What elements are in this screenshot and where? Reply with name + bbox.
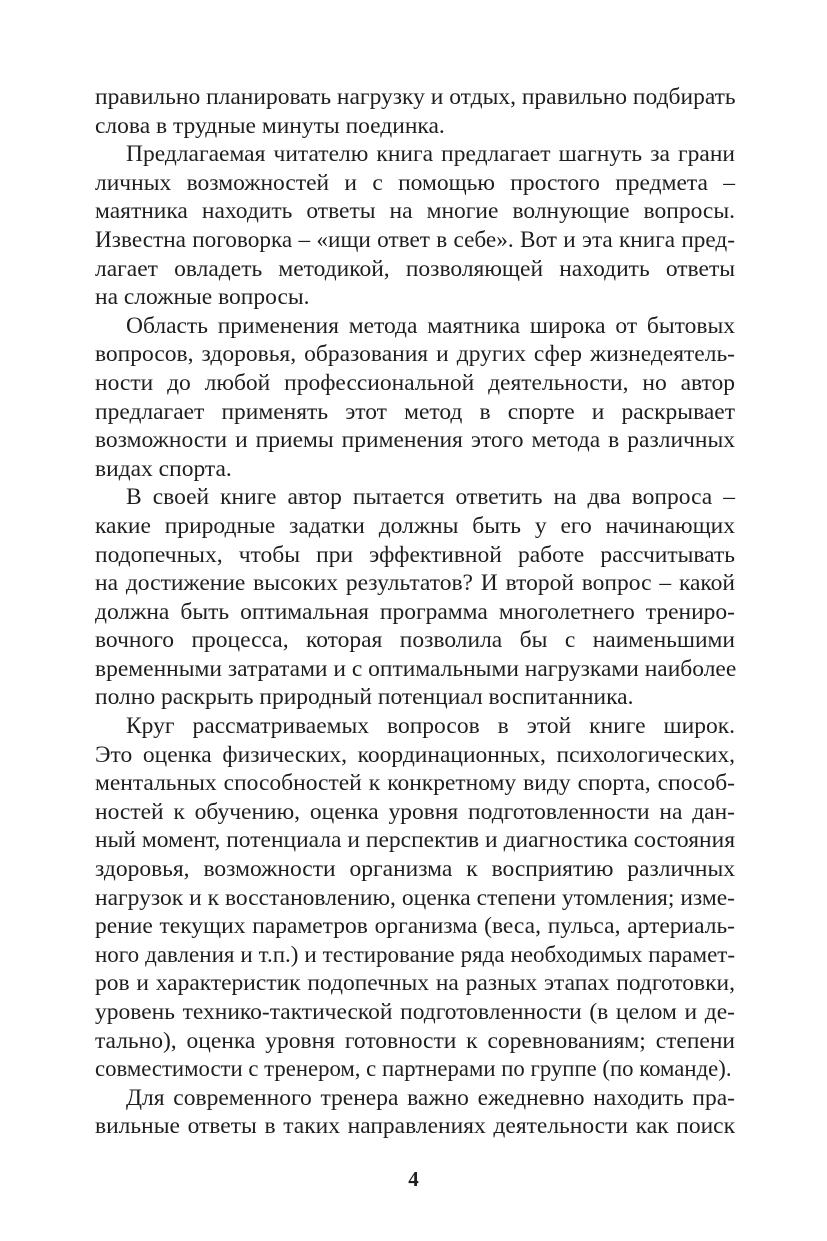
text-line: ный момент, потенциала и перспектив и диагностика состояния <box>95 827 735 854</box>
paragraph-first-line: Для современного тренера важно ежедневно находить пра- <box>126 1084 735 1111</box>
text-line: предлагает применять этот метод в спорте и раскрывает <box>95 398 735 425</box>
page-number: 4 <box>408 1167 419 1191</box>
page-body-text <box>95 83 735 1141</box>
text-line: временными затратами и с оптимальными нагрузками наиболее <box>95 655 737 682</box>
text-line: нагрузок и к восстановлению, оценка степени утомления; изме- <box>95 884 735 911</box>
text-line: ностей к обучению, оценка уровня подготовленности на дан- <box>95 798 735 825</box>
text-line: лагает овладеть методикой, позволяющей находить ответы <box>95 255 735 282</box>
text-line: Это оценка физических, координационных, психологических, <box>95 741 735 768</box>
text-line: ров и характеристик подопечных на разных этапах подготовки, <box>95 970 735 997</box>
text-line: личных возможностей и с помощью простого предмета – <box>95 169 735 196</box>
paragraph-first-line: Предлагаемая читателю книга предлагает шагнуть за грани <box>126 141 735 168</box>
paragraph-first-line: Область применения метода маятника широка от бытовых <box>126 312 735 339</box>
text-line: маятника находить ответы на многие волнующие вопросы. <box>95 198 735 225</box>
text-line: видах спорта. <box>95 455 232 482</box>
text-line: полно раскрыть природный потенциал воспитанника. <box>95 684 634 711</box>
text-line: возможности и приемы применения этого метода в различных <box>95 427 735 454</box>
paragraph-first-line: В своей книге автор пытается ответить на два вопроса – <box>126 484 735 511</box>
text-line: ментальных способностей к конкретному виду спорта, способ- <box>95 770 735 797</box>
text-line: должна быть оптимальная программа многолетнего трениро- <box>95 598 735 625</box>
text-line: правильно планировать нагрузку и отдых, правильно подбирать <box>95 84 736 110</box>
text-line: здоровья, возможности организма к восприятию различных <box>95 856 735 883</box>
text-line: вопросов, здоровья, образования и других сфер жизнедеятель- <box>95 341 735 368</box>
text-line: слова в трудные минуты поединка. <box>95 112 445 139</box>
text-line: уровень технико-тактической подготовленности (в целом и де- <box>95 999 735 1025</box>
text-line: тально), оценка уровня готовности к соревнованиям; степени <box>95 1027 735 1054</box>
text-line: рение текущих параметров организма (веса, пульса, артериаль- <box>95 913 735 940</box>
text-line: подопечных, чтобы при эффективной работе рассчитывать <box>95 541 735 568</box>
text-line: ности до любой профессиональной деятельности, но автор <box>95 369 735 396</box>
text-line: на сложные вопросы. <box>95 284 310 311</box>
text-line: ного давления и т.п.) и тестирование ряда необходимых парамет- <box>95 941 735 967</box>
text-line: совместимости с тренером, с партнерами по группе (по команде). <box>95 1056 732 1082</box>
text-line: вильные ответы в таких направлениях деятельности как поиск <box>95 1113 735 1140</box>
text-line: на достижение высоких результатов? И второй вопрос – какой <box>95 570 735 597</box>
text-line: вочного процесса, которая позволила бы с наименьшими <box>95 627 735 654</box>
text-line: Известна поговорка – «ищи ответ в себе». Вот и эта книга пред- <box>95 226 735 253</box>
text-line: какие природные задатки должны быть у его начинающих <box>95 512 735 539</box>
paragraph-first-line: Круг рассматриваемых вопросов в этой книге широк. <box>126 713 735 740</box>
